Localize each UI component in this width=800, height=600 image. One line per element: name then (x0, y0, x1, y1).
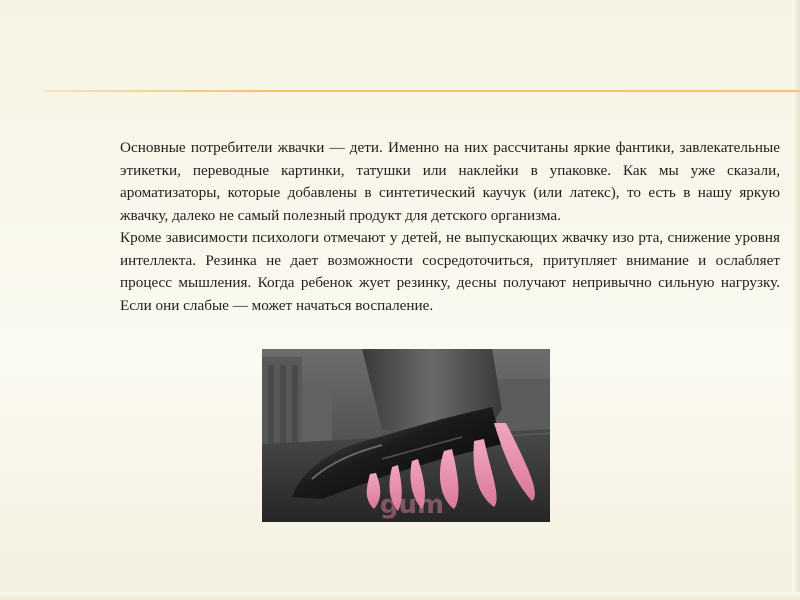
empty-bullet-paragraph (60, 362, 74, 389)
paragraph-text: Кроме зависимости психологи отмечают у детей, не выпускающих жвачку изо рта, снижение уровня интеллекта. Резинка не дает возможности сосредоточиться, притупляет внимание и ослабляет процесс мышления. Когда ребенок жует резинку, десны получают непривычно сильную нагрузку. Если они слабые — может начаться воспаление. (120, 229, 780, 314)
bullet-marker-icon (60, 362, 74, 384)
gum-word: gum (379, 490, 445, 520)
bullet-paragraph-1 (60, 137, 780, 227)
bullet-paragraph-2 (60, 227, 780, 317)
bullet-marker-icon (60, 227, 74, 249)
paragraph-text: Основные потребители жвачки — дети. Именно на них рассчитаны яркие фантики, завлекательные этикетки, переводные картинки, татушки или наклейки в упаковке. Как мы уже сказали, ароматизаторы, которые добавлены в синтетический каучук (или латекс), то есть в нашу яркую жвачку, далеко не самый полезный продукт для детского организма. (120, 139, 780, 224)
slide-body (60, 137, 780, 317)
shoe-stuck-in-gum-photo (262, 349, 550, 522)
title-divider-line (44, 90, 800, 92)
photo-illustration (262, 349, 550, 522)
bullet-marker-icon (60, 137, 74, 159)
slide-bottom-edge (0, 592, 800, 600)
